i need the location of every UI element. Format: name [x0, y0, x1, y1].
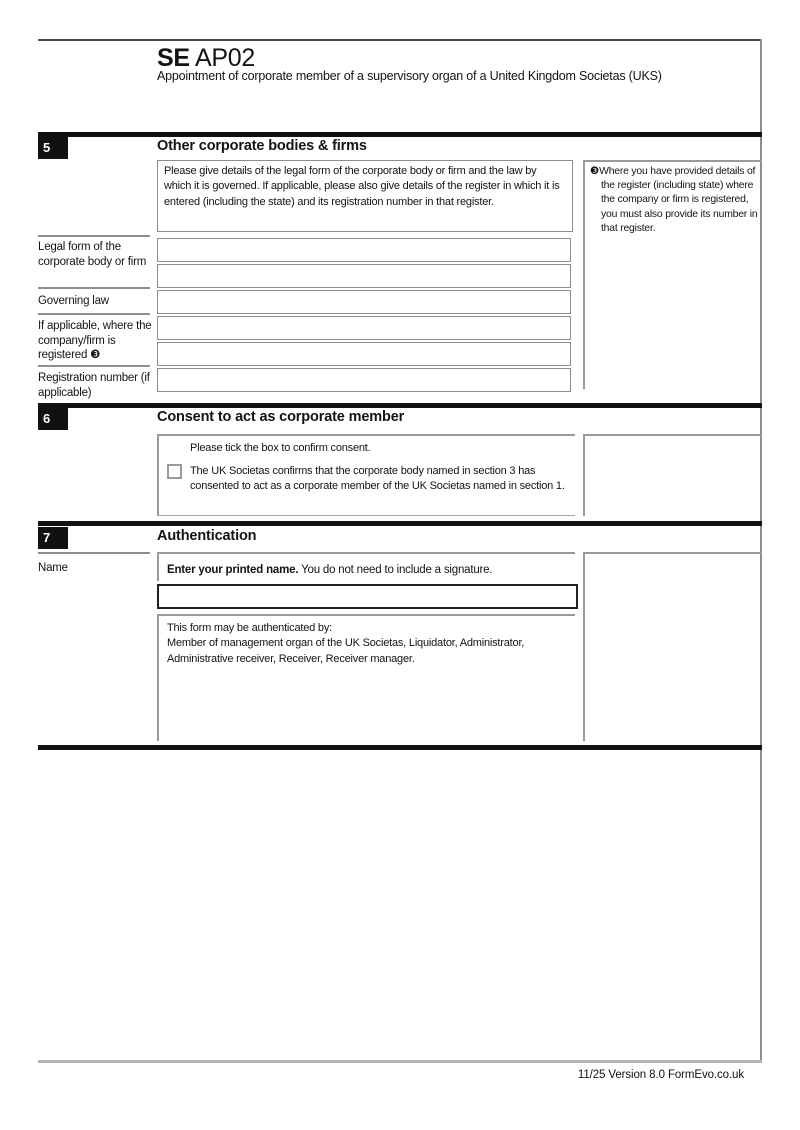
label-separator	[38, 235, 150, 237]
consent-checkbox[interactable]	[167, 464, 182, 479]
registration-number-label: Registration number (if applicable)	[38, 372, 150, 399]
form-code-ap02: AP02	[189, 44, 255, 72]
section6-side-box	[583, 434, 762, 516]
section7-number-badge: 7	[38, 527, 68, 549]
legal-form-input-2[interactable]	[157, 264, 571, 288]
footer-version-text: 11/25 Version 8.0 FormEvo.co.uk	[577, 1069, 744, 1081]
note-text	[585, 162, 762, 236]
auth-body-text: Member of management organ of the UK Societas, Liquidator, Administrator, Administrative receiver, Receiver, Receiver manager.	[167, 637, 525, 665]
section7-side-box	[583, 552, 762, 741]
section5-number-badge: 5	[38, 137, 68, 159]
auth-intro-line: This form may be authenticated by:	[167, 622, 333, 634]
bottom-divider-bar	[38, 745, 762, 750]
governing-law-label: Governing law	[38, 295, 109, 307]
label-separator	[38, 365, 150, 367]
authentication-info-box	[157, 614, 575, 741]
label-separator	[38, 287, 150, 289]
name-input[interactable]	[157, 584, 578, 609]
section5-title: Other corporate bodies & firms	[157, 138, 367, 154]
page-frame-top	[38, 39, 762, 41]
name-instruction-bold: Enter your printed name.	[167, 564, 299, 576]
note-3-icon: ❸	[590, 166, 600, 177]
section6-number-badge: 6	[38, 408, 68, 430]
registered-where-input-1[interactable]	[157, 316, 571, 340]
registered-where-label: If applicable, where the company/firm is registered ❸	[38, 320, 152, 362]
note-body: Where you have provided details of the register (including state) where the company or firm is registered, you must also provide its number in that register.	[599, 166, 758, 234]
tick-instruction: Please tick the box to confirm consent.	[190, 442, 371, 454]
label-separator	[38, 552, 150, 554]
section5-intro-box: Please give details of the legal form of the corporate body or firm and the law by which it is governed. If applicable, please also give details of the register in which it is entered (including the state) and its registration number in that register.	[157, 160, 573, 232]
section5-divider-bar	[38, 132, 762, 137]
section7-divider-bar	[38, 521, 762, 526]
consent-statement: The UK Societas confirms that the corporate body named in section 3 has consented to act as a corporate member of the UK Societas named in section 1.	[190, 465, 565, 493]
section6-title: Consent to act as corporate member	[157, 409, 405, 425]
name-instruction	[167, 564, 492, 576]
legal-form-input-1[interactable]	[157, 238, 571, 262]
registered-where-input-2[interactable]	[157, 342, 571, 366]
section5-note-box	[583, 160, 762, 389]
section7-title: Authentication	[157, 528, 257, 544]
name-instruction-rest: You do not need to include a signature.	[298, 564, 493, 576]
page-frame-bottom	[38, 1060, 762, 1063]
form-code-se: SE	[157, 44, 190, 72]
legal-form-label: Legal form of the corporate body or firm	[38, 241, 147, 268]
name-instruction-box	[157, 552, 575, 581]
name-label: Name	[38, 562, 68, 574]
form-subtitle: Appointment of corporate member of a supervisory organ of a United Kingdom Societas (UKS)	[157, 69, 662, 83]
registration-number-input[interactable]	[157, 368, 571, 392]
governing-law-input[interactable]	[157, 290, 571, 314]
label-separator	[38, 313, 150, 315]
